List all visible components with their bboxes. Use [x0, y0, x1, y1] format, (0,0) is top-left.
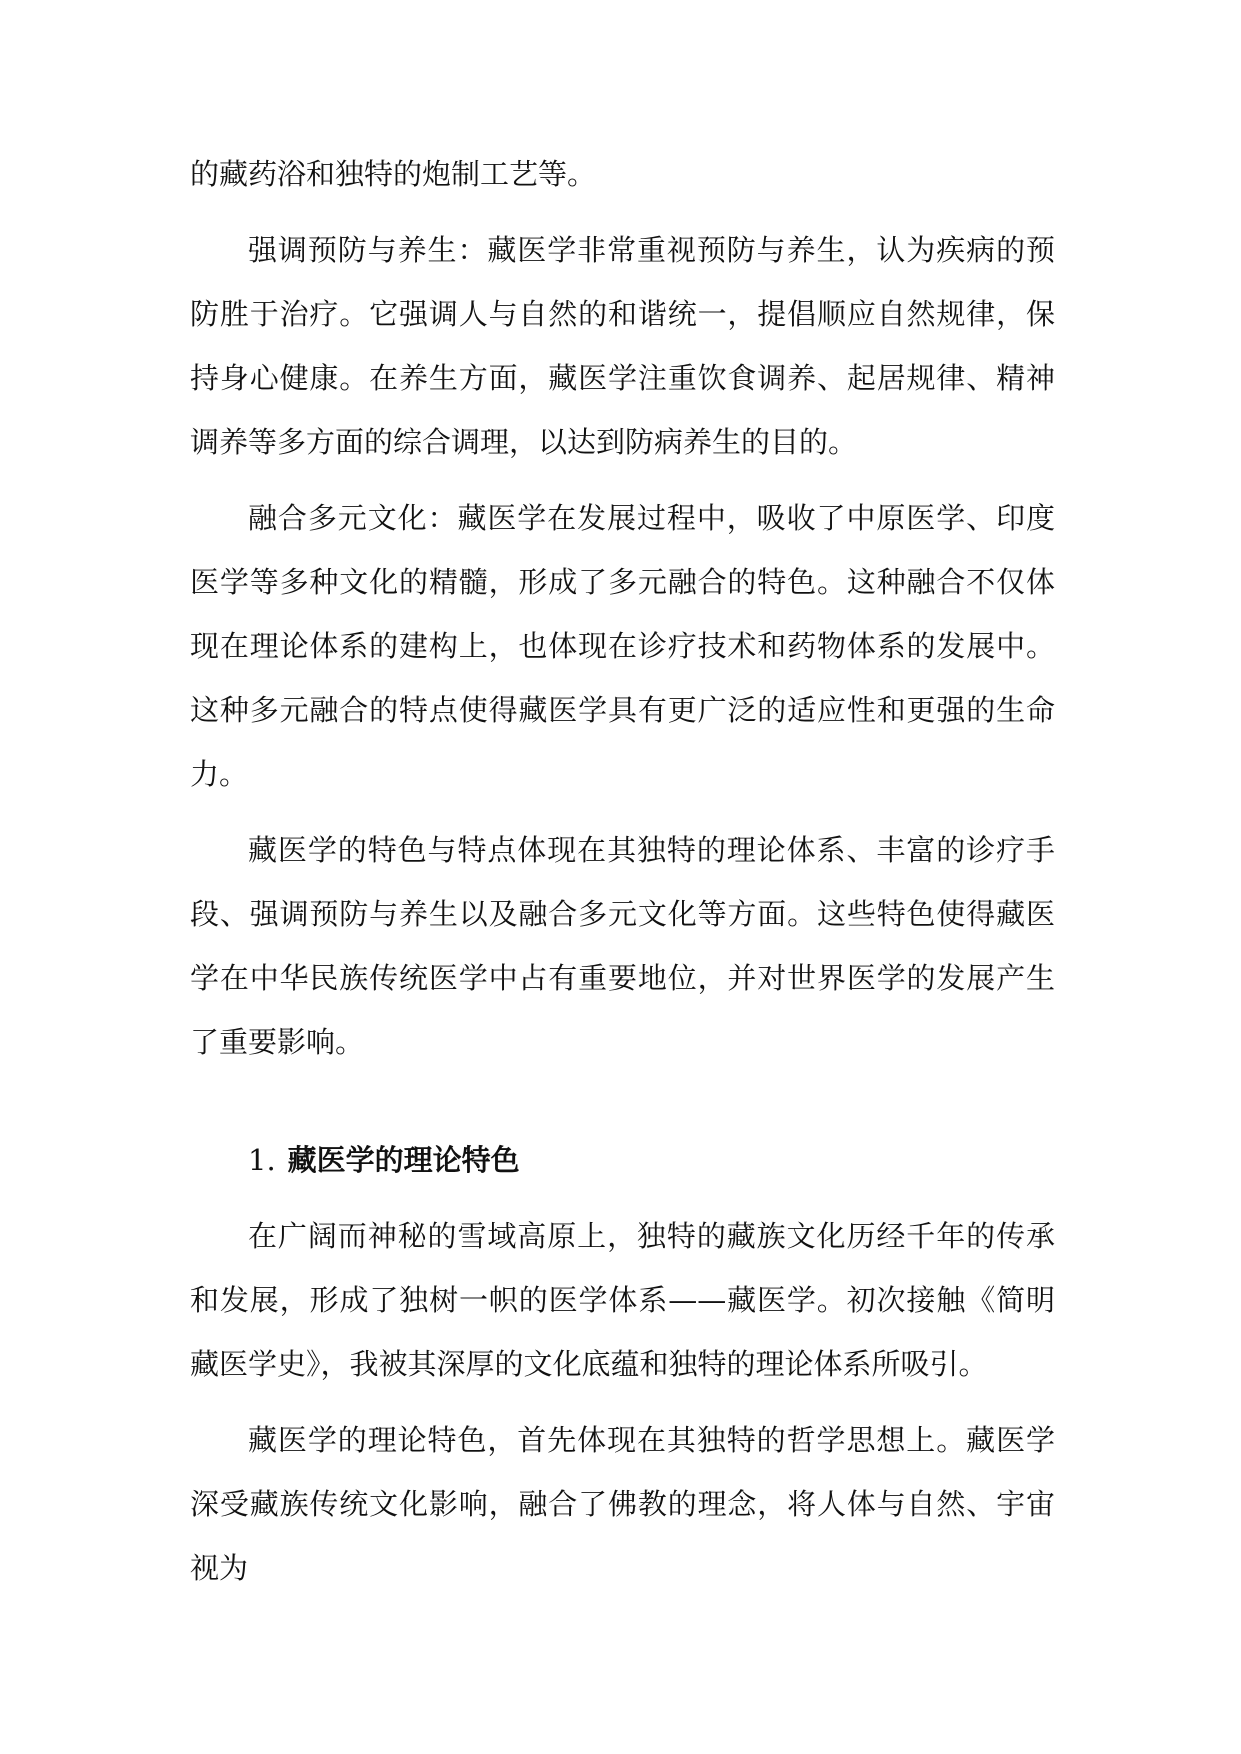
- section-number: 1.: [248, 1143, 276, 1177]
- paragraph-summary: 藏医学的特色与特点体现在其独特的理论体系、丰富的诊疗手段、强调预防与养生以及融合多元文化等方面。这些特色使得藏医学在中华民族传统医学中占有重要地位，并对世界医学的发展产生了重要影响。: [190, 833, 1055, 1059]
- paragraph-continuation: 的藏药浴和独特的炮制工艺等。: [190, 157, 597, 191]
- paragraph-philosophy: 藏医学的理论特色，首先体现在其独特的哲学思想上。藏医学深受藏族传统文化影响，融合了佛教的理念，将人体与自然、宇宙视为: [190, 1423, 1055, 1585]
- paragraph-gap: [190, 806, 1055, 818]
- paragraph-culture: 融合多元文化：藏医学在发展过程中，吸收了中原医学、印度医学等多种文化的精髓，形成了多元融合的特色。这种融合不仅体现在理论体系的建构上，也体现在诊疗技术和药物体系的发展中。这种多元融合的特点使得藏医学具有更广泛的适应性和更强的生命力。: [190, 501, 1055, 791]
- paragraph-gap: [190, 474, 1055, 486]
- section-title: 藏医学的理论特色: [287, 1143, 520, 1177]
- paragraph-intro: 在广阔而神秘的雪域高原上，独特的藏族文化历经千年的传承和发展，形成了独树一帜的医学体系——藏医学。初次接触《简明藏医学史》，我被其深厚的文化底蕴和独特的理论体系所吸引。: [190, 1219, 1055, 1381]
- paragraph-prevention: 强调预防与养生：藏医学非常重视预防与养生，认为疾病的预防胜于治疗。它强调人与自然的和谐统一，提倡顺应自然规律，保持身心健康。在养生方面，藏医学注重饮食调养、起居规律、精神调养等多方面的综合调理，以达到防病养生的目的。: [190, 233, 1055, 459]
- paragraph-gap: [190, 206, 1055, 218]
- section-heading: [190, 1128, 1055, 1192]
- paragraph-gap: [190, 1396, 1055, 1408]
- section-gap: [190, 1074, 1055, 1128]
- document-page: [190, 142, 1055, 1600]
- paragraph-gap: [190, 1192, 1055, 1204]
